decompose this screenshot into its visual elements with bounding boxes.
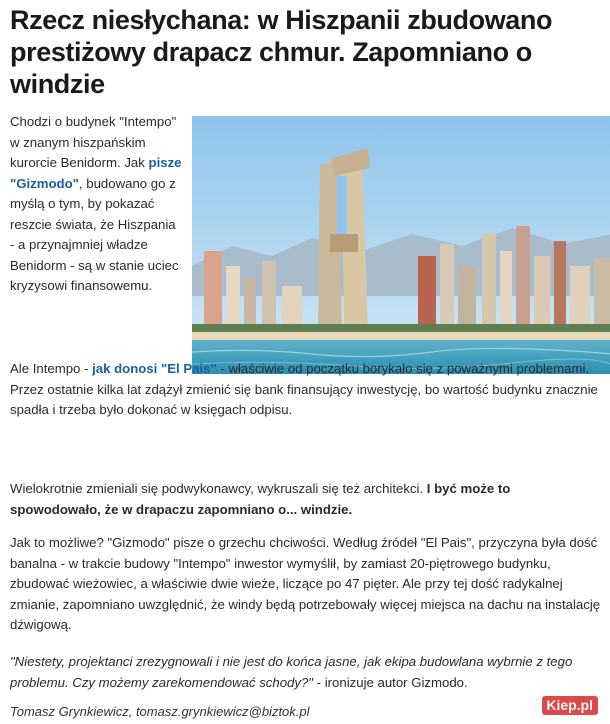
para2-text: Wielokrotnie zmieniali się podwykonawcy, wykruszali się też architekci. xyxy=(10,481,427,496)
intro-paragraph xyxy=(10,112,182,297)
intro-section xyxy=(10,116,602,382)
watermark-logo: Kiep.pl xyxy=(542,696,598,715)
article-title: Rzecz niesłychana: w Hiszpanii zbudowano prestiżowy drapacz chmur. Zapomniano o windzie xyxy=(10,5,553,99)
intempo-tower xyxy=(318,148,370,330)
quote-text: "Niestety, projektanci zrezygnowali i nie jest do końca jasne, jak ekipa budowlana wybrnie z tego problemu. Czy możemy zarekomendować schody?" xyxy=(10,654,573,690)
paragraph-quote xyxy=(10,652,602,693)
author-line: Tomasz Grynkiewicz, tomasz.grynkiewicz@biztok.pl xyxy=(10,704,310,719)
skyline-illustration xyxy=(192,116,610,374)
intro-text-1: Chodzi o budynek "Intempo" w znanym hiszpańskim kurorcie Benidorm. Jak xyxy=(10,114,177,170)
intempo-photo xyxy=(192,116,610,374)
paragraph-explanation: Jak to możliwe? "Gizmodo" pisze o grzechu chciwości. Według źródeł "El Pais", przyczyna była dość banalna - w trakcie budowy "Intempo" inwestor wymyślił, by zamiast 20-piętrowego budynku, zbudować wieżowiec, a właściwie dwie wieże, liczące po 47 pięter. Ale przy tej dość radykalnej zmianie, zapomniano uwzględnić, że windy będą potrzebowały więcej miejsca na dachu na instalację dźwigową. xyxy=(10,535,601,632)
gizmodo-link[interactable]: pisze "Gizmodo" xyxy=(10,155,182,191)
para2-bold: I być może to spowodowało, że w drapaczu zapomniano o... windzie. xyxy=(10,481,511,517)
para1-text-2: - właściwie od początku borykało się z poważnymi problemami. Przez ostatnie kilka lat zdążył zmienić się bank finansujący inwestycję, bo wartość budynku znacznie spadła i trzeba było dokonać w księgach odpisu. xyxy=(10,361,598,417)
paragraph-subcontractors xyxy=(10,479,602,520)
el-pais-link[interactable]: jak donosi "El Pais" xyxy=(92,361,217,376)
para1-text-1: Ale Intempo - xyxy=(10,361,93,376)
paragraph-el-pais xyxy=(10,359,602,421)
quote-tail: - ironizuje autor Gizmodo. xyxy=(313,674,468,690)
intro-text-2: , budowano go z myślą o tym, by pokazać reszcie świata, że Hiszpania - a przynajmniej władze Benidorm - są w stanie uciec kryzysowi finansowemu. xyxy=(10,175,179,293)
